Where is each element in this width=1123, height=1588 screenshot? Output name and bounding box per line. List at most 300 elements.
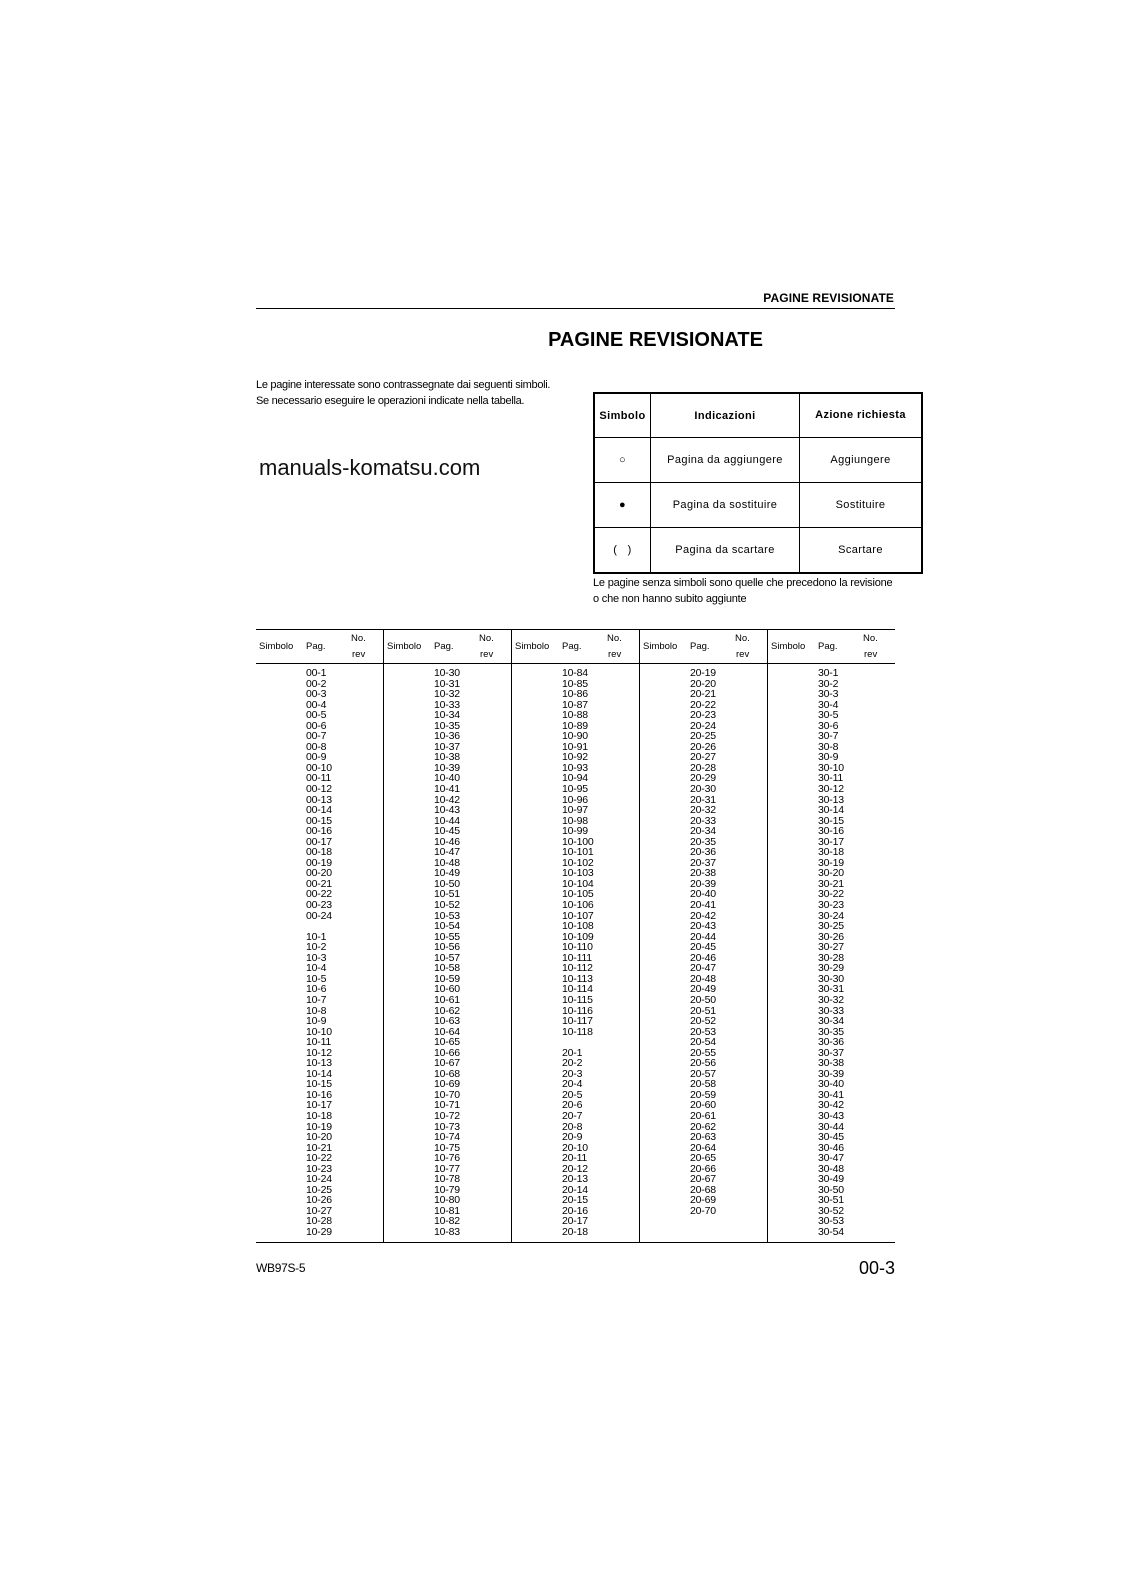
page-entry: 10-114 xyxy=(562,983,593,996)
page-entry: 30-19 xyxy=(818,856,844,869)
page-entry: 10-54 xyxy=(434,920,460,933)
column-header-group xyxy=(640,630,767,663)
page-entry: 10-89 xyxy=(562,719,588,732)
page-entry: 20-52 xyxy=(690,1015,716,1028)
page-entry: 20-20 xyxy=(690,677,716,690)
page-entry: 10-107 xyxy=(562,909,594,922)
header-rev: rev xyxy=(608,649,622,660)
page-entry: 10-3 xyxy=(306,951,327,964)
page-entry: 30-10 xyxy=(818,761,844,774)
page-entry: 10-5 xyxy=(306,972,327,985)
legend-header-action: Azione richiesta xyxy=(800,393,923,438)
page-entry: 00-8 xyxy=(306,740,327,753)
header-page: Pag. xyxy=(818,641,838,652)
page-entry: 10-99 xyxy=(562,825,588,838)
page-entry: 10-82 xyxy=(434,1215,460,1228)
page-column xyxy=(768,668,895,1238)
page-entry: 20-15 xyxy=(562,1194,588,1207)
header-page: Pag. xyxy=(434,641,454,652)
page-entry: 20-35 xyxy=(690,835,716,848)
page-entry: 30-25 xyxy=(818,920,844,933)
page-entry: 20-49 xyxy=(690,983,716,996)
page-entry: 20-8 xyxy=(562,1120,583,1133)
legend-row xyxy=(594,528,922,574)
page-entry: 30-44 xyxy=(818,1120,844,1133)
legend-header-row xyxy=(594,393,922,438)
page-entry: 10-75 xyxy=(434,1141,460,1154)
page-entry: 30-21 xyxy=(818,877,844,890)
page-entry: 10-101 xyxy=(562,846,594,859)
header-symbol: Simbolo xyxy=(771,641,806,652)
legend-header-symbol: Simbolo xyxy=(594,393,651,438)
page-entry: 10-79 xyxy=(434,1183,460,1196)
page-entry: 10-100 xyxy=(562,835,594,848)
page-entry: 00-3 xyxy=(306,688,327,701)
page-entry: 10-34 xyxy=(434,709,460,722)
legend-action: Aggiungere xyxy=(800,438,923,483)
page-entry: 00-19 xyxy=(306,856,332,869)
running-header: PAGINE REVISIONATE xyxy=(763,291,894,305)
page-entry: 20-69 xyxy=(690,1194,716,1207)
page-entry: 10-67 xyxy=(434,1057,460,1070)
page-entry: 10-69 xyxy=(434,1078,460,1091)
page-entry: 20-30 xyxy=(690,783,716,796)
page-entry: 20-5 xyxy=(562,1088,583,1101)
page-entry: 10-14 xyxy=(306,1067,332,1080)
page-entry: 20-1 xyxy=(562,1046,583,1059)
page-entry: 20-65 xyxy=(690,1152,716,1165)
page-entry: 30-20 xyxy=(818,867,844,880)
page-entry: 20-55 xyxy=(690,1046,716,1059)
page-entry: 20-16 xyxy=(562,1204,588,1217)
page-entry: 10-17 xyxy=(306,1099,332,1112)
header-no: No. xyxy=(479,633,494,644)
page-entry: 20-70 xyxy=(690,1204,716,1217)
page-entry: 20-6 xyxy=(562,1099,583,1112)
page-entry: 20-13 xyxy=(562,1173,588,1186)
page-entry: 10-91 xyxy=(562,740,588,753)
page-entry: 00-18 xyxy=(306,846,332,859)
filled-circle-icon: ● xyxy=(594,483,651,528)
page-entry: 10-62 xyxy=(434,1004,460,1017)
page-entry: 00-13 xyxy=(306,793,332,806)
page-entry: 20-68 xyxy=(690,1183,716,1196)
page-entry: 10-9 xyxy=(306,1015,327,1028)
page-entry: 20-29 xyxy=(690,772,716,785)
table-bottom-rule xyxy=(256,1242,895,1243)
page-entry: 30-26 xyxy=(818,930,844,943)
page-entry: 20-61 xyxy=(690,1109,716,1122)
page-entry: 00-23 xyxy=(306,899,332,912)
page-entry: 20-3 xyxy=(562,1067,583,1080)
page-entry: 10-40 xyxy=(434,772,460,785)
page-entry: 30-31 xyxy=(818,983,844,996)
page-entry: 20-40 xyxy=(690,888,716,901)
page-entry: 10-59 xyxy=(434,972,460,985)
column-header-group xyxy=(256,630,383,663)
page-entry: 10-92 xyxy=(562,751,588,764)
page-entry: 00-1 xyxy=(306,667,327,679)
page-entry: 30-14 xyxy=(818,804,844,817)
page-entry: 10-39 xyxy=(434,761,460,774)
page-entry: 20-62 xyxy=(690,1120,716,1133)
page-entry: 20-24 xyxy=(690,719,716,732)
header-no: No. xyxy=(351,633,366,644)
page-entry: 10-38 xyxy=(434,751,460,764)
page-entry: 10-80 xyxy=(434,1194,460,1207)
page-entry: 30-28 xyxy=(818,951,844,964)
page-entry: 10-115 xyxy=(562,993,593,1006)
page-entry: 00-24 xyxy=(306,909,332,922)
header-symbol: Simbolo xyxy=(387,641,422,652)
page-column xyxy=(640,668,767,1216)
header-rev: rev xyxy=(480,649,494,660)
page-entry: 00-5 xyxy=(306,709,327,722)
page-entry: 30-38 xyxy=(818,1057,844,1070)
page-entry: 10-36 xyxy=(434,730,460,743)
page-entry: 10-21 xyxy=(306,1141,332,1154)
page-entry: 20-9 xyxy=(562,1131,583,1144)
page-entry: 20-36 xyxy=(690,846,716,859)
page-entry: 20-53 xyxy=(690,1025,716,1038)
page-entry: 10-105 xyxy=(562,888,594,901)
page-entry: 20-43 xyxy=(690,920,716,933)
page-entry: 10-102 xyxy=(562,856,594,869)
page-entry: 10-29 xyxy=(306,1225,332,1238)
page-entry: 10-61 xyxy=(434,993,460,1006)
page-entry: 10-64 xyxy=(434,1025,460,1038)
page-entry: 30-39 xyxy=(818,1067,844,1080)
page-entry: 30-30 xyxy=(818,972,844,985)
legend-table xyxy=(593,392,923,574)
page-entry: 10-20 xyxy=(306,1131,332,1144)
page-entry: 10-6 xyxy=(306,983,327,996)
page-entry: 10-73 xyxy=(434,1120,460,1133)
page-entry: 30-49 xyxy=(818,1173,844,1186)
page-entry: 00-4 xyxy=(306,698,327,711)
page-entry: 10-81 xyxy=(434,1204,460,1217)
page-entry: 10-113 xyxy=(562,972,593,985)
page-entry: 00-6 xyxy=(306,719,327,732)
page-entry: 30-34 xyxy=(818,1015,844,1028)
page-entry: 20-48 xyxy=(690,972,716,985)
page-column xyxy=(256,668,383,1238)
page-entry: 10-44 xyxy=(434,814,460,827)
page-entry: 20-39 xyxy=(690,877,716,890)
footer-page-number: 00-3 xyxy=(858,1258,895,1278)
page-entry: 00-12 xyxy=(306,783,332,796)
page-entry: 30-6 xyxy=(818,719,839,732)
page-entry: 10-4 xyxy=(306,962,327,975)
page-entry: 10-37 xyxy=(434,740,460,753)
page-entry: 20-34 xyxy=(690,825,716,838)
page-entry: 20-54 xyxy=(690,1036,716,1049)
page-entry: 10-1 xyxy=(306,930,327,943)
page-entry: 10-8 xyxy=(306,1004,327,1017)
page-entry: 00-2 xyxy=(306,677,327,690)
page-entry: 10-68 xyxy=(434,1067,460,1080)
page-entry: 20-57 xyxy=(690,1067,716,1080)
page-entry: 20-18 xyxy=(562,1225,588,1238)
page-entry: 10-19 xyxy=(306,1120,332,1133)
page-entry: 10-78 xyxy=(434,1173,460,1186)
page-entry: 30-42 xyxy=(818,1099,844,1112)
column-header-group xyxy=(512,630,639,663)
page-entry: 10-13 xyxy=(306,1057,332,1070)
page-entry: 10-85 xyxy=(562,677,588,690)
page-entry: 30-32 xyxy=(818,993,844,1006)
page-entry: 30-22 xyxy=(818,888,844,901)
page-entry: 10-70 xyxy=(434,1088,460,1101)
page-entry: 10-2 xyxy=(306,941,327,954)
legend-action: Sostituire xyxy=(800,483,923,528)
page-entry: 20-17 xyxy=(562,1215,588,1228)
page-entry: 10-28 xyxy=(306,1215,332,1228)
page-entry: 20-4 xyxy=(562,1078,583,1091)
page-entry: 10-52 xyxy=(434,899,460,912)
page-entry: 20-41 xyxy=(690,899,716,912)
page-entry: 30-50 xyxy=(818,1183,844,1196)
page-entry: 10-74 xyxy=(434,1131,460,1144)
legend-indication: Pagina da scartare xyxy=(651,528,800,574)
page-entry: 30-33 xyxy=(818,1004,844,1017)
page-entry: 10-71 xyxy=(434,1099,460,1112)
page-entry: 30-15 xyxy=(818,814,844,827)
header-no: No. xyxy=(607,633,622,644)
page-entry: 10-12 xyxy=(306,1046,332,1059)
page-entry: 10-41 xyxy=(434,783,460,796)
page-title: PAGINE REVISIONATE xyxy=(548,329,763,351)
page-entry: 20-7 xyxy=(562,1109,583,1122)
page-entry: 30-3 xyxy=(818,688,839,701)
page-entry: 20-47 xyxy=(690,962,716,975)
page-entry: 10-35 xyxy=(434,719,460,732)
page-entry: 30-45 xyxy=(818,1131,844,1144)
page-entry: 10-76 xyxy=(434,1152,460,1165)
page-entry: 10-47 xyxy=(434,846,460,859)
page-entry: 10-88 xyxy=(562,709,588,722)
page-entry: 30-7 xyxy=(818,730,839,743)
header-rev: rev xyxy=(864,649,878,660)
page-entry: 20-27 xyxy=(690,751,716,764)
page-entry: 20-32 xyxy=(690,804,716,817)
header-page: Pag. xyxy=(306,641,326,652)
page-entry: 10-97 xyxy=(562,804,588,817)
page-entry: 30-40 xyxy=(818,1078,844,1091)
page-entry: 10-45 xyxy=(434,825,460,838)
page-entry: 20-51 xyxy=(690,1004,716,1017)
legend-indication: Pagina da sostituire xyxy=(651,483,800,528)
legend-indication: Pagina da aggiungere xyxy=(651,438,800,483)
page-entry: 10-110 xyxy=(562,941,593,954)
page-entry: 20-11 xyxy=(562,1152,588,1165)
header-rule xyxy=(256,308,895,309)
page-entry: 30-37 xyxy=(818,1046,844,1059)
open-circle-icon: ○ xyxy=(594,438,651,483)
page-entry: 10-77 xyxy=(434,1162,460,1175)
page-entry: 30-11 xyxy=(818,772,844,785)
header-rev: rev xyxy=(736,649,750,660)
page-entry: 10-109 xyxy=(562,930,594,943)
page-entry: 10-98 xyxy=(562,814,588,827)
page-entry: 30-8 xyxy=(818,740,839,753)
page-entry: 20-66 xyxy=(690,1162,716,1175)
page-entry: 10-46 xyxy=(434,835,460,848)
page-entry: 20-44 xyxy=(690,930,716,943)
page-entry: 10-22 xyxy=(306,1152,332,1165)
page-entry: 20-50 xyxy=(690,993,716,1006)
page-entry: 30-17 xyxy=(818,835,844,848)
page-entry: 10-84 xyxy=(562,667,588,679)
header-symbol: Simbolo xyxy=(259,641,294,652)
page-entry: 00-7 xyxy=(306,730,327,743)
page-entry: 10-63 xyxy=(434,1015,460,1028)
page-entry: 20-64 xyxy=(690,1141,716,1154)
page-entry: 10-116 xyxy=(562,1004,593,1017)
page-entry: 10-118 xyxy=(562,1025,593,1038)
page-entry: 30-18 xyxy=(818,846,844,859)
page-entry: 30-46 xyxy=(818,1141,844,1154)
page-entry: 20-10 xyxy=(562,1141,588,1154)
page-entry: 10-11 xyxy=(306,1036,332,1049)
page-entry: 10-49 xyxy=(434,867,460,880)
page-entry: 30-27 xyxy=(818,941,844,954)
header-page: Pag. xyxy=(562,641,582,652)
page-entry: 10-72 xyxy=(434,1109,460,1122)
page-entry: 10-53 xyxy=(434,909,460,922)
page-entry: 20-59 xyxy=(690,1088,716,1101)
legend-row xyxy=(594,483,922,528)
page-entry: 10-117 xyxy=(562,1015,593,1028)
header-no: No. xyxy=(863,633,878,644)
page-entry: 10-16 xyxy=(306,1088,332,1101)
page-entry: 30-12 xyxy=(818,783,844,796)
page-entry: 00-11 xyxy=(306,772,332,785)
page-entry: 10-103 xyxy=(562,867,594,880)
page-entry: 20-19 xyxy=(690,667,716,679)
page-entry: 10-7 xyxy=(306,993,327,1006)
page-entry: 10-15 xyxy=(306,1078,332,1091)
page-entry: 20-21 xyxy=(690,688,716,701)
header-symbol: Simbolo xyxy=(643,641,678,652)
page-entry: 10-58 xyxy=(434,962,460,975)
legend-header-indication: Indicazioni xyxy=(651,393,800,438)
page-entry: 00-15 xyxy=(306,814,332,827)
page-entry: 30-54 xyxy=(818,1225,844,1238)
page-entry: 20-26 xyxy=(690,740,716,753)
watermark-text: manuals-komatsu.com xyxy=(259,455,481,480)
page-entry: 30-1 xyxy=(818,667,839,679)
page-entry: 20-58 xyxy=(690,1078,716,1091)
page-entry: 10-18 xyxy=(306,1109,332,1122)
page-entry: 30-47 xyxy=(818,1152,844,1165)
page-entry: 20-60 xyxy=(690,1099,716,1112)
page-entry: 10-42 xyxy=(434,793,460,806)
page-entry: 20-12 xyxy=(562,1162,588,1175)
page-entry: 20-23 xyxy=(690,709,716,722)
page-entry: 30-36 xyxy=(818,1036,844,1049)
header-no: No. xyxy=(735,633,750,644)
page-entry: 10-48 xyxy=(434,856,460,869)
page-entry: 30-51 xyxy=(818,1194,844,1207)
page-entry: 10-25 xyxy=(306,1183,332,1196)
page-entry: 10-33 xyxy=(434,698,460,711)
page-entry: 30-2 xyxy=(818,677,839,690)
page-entry: 30-5 xyxy=(818,709,839,722)
page-entry: 10-57 xyxy=(434,951,460,964)
page-entry: 30-9 xyxy=(818,751,839,764)
page-entry: 00-16 xyxy=(306,825,332,838)
page-entry: 10-96 xyxy=(562,793,588,806)
page-entry: 30-16 xyxy=(818,825,844,838)
page-entry: 20-37 xyxy=(690,856,716,869)
page-entry: 10-94 xyxy=(562,772,588,785)
page-entry: 10-55 xyxy=(434,930,460,943)
page-entry: 10-26 xyxy=(306,1194,332,1207)
page-entry: 10-60 xyxy=(434,983,460,996)
intro-text: Le pagine interessate sono contrassegnate dai seguenti simboli. Se necessario eseguire le operazioni indicate nella tabella. xyxy=(256,379,551,407)
page-entry: 10-66 xyxy=(434,1046,460,1059)
page-entry: 00-21 xyxy=(306,877,332,890)
legend-note: Le pagine senza simboli sono quelle che precedono la revisione o che non hanno subito aggiunte xyxy=(593,577,893,605)
page-entry: 10-65 xyxy=(434,1036,460,1049)
page-entry: 30-48 xyxy=(818,1162,844,1175)
page-entry: 10-106 xyxy=(562,899,594,912)
page-entry: 10-93 xyxy=(562,761,588,774)
page-entry: 00-9 xyxy=(306,751,327,764)
page-entry: 10-83 xyxy=(434,1225,460,1238)
page-entry: 20-46 xyxy=(690,951,716,964)
page-entry: 20-63 xyxy=(690,1131,716,1144)
page-entry: 10-50 xyxy=(434,877,460,890)
footer-model: WB97S-5 xyxy=(256,1261,306,1275)
page-entry: 00-22 xyxy=(306,888,332,901)
page-entry: 20-28 xyxy=(690,761,716,774)
page-entry: 20-56 xyxy=(690,1057,716,1070)
page-entry: 10-24 xyxy=(306,1173,332,1186)
page-entry: 20-22 xyxy=(690,698,716,711)
page-entry: 10-30 xyxy=(434,667,460,679)
page-entry: 10-27 xyxy=(306,1204,332,1217)
parentheses-icon: ( ) xyxy=(594,528,651,574)
page-entry: 10-112 xyxy=(562,962,593,975)
column-header-group xyxy=(384,630,511,663)
column-header-group xyxy=(768,630,895,663)
page-entry: 10-104 xyxy=(562,877,594,890)
page-entry: 30-53 xyxy=(818,1215,844,1228)
page-entry: 00-17 xyxy=(306,835,332,848)
page-entry: 20-45 xyxy=(690,941,716,954)
page-entry: 10-32 xyxy=(434,688,460,701)
page-entry: 10-87 xyxy=(562,698,588,711)
page-entry: 30-24 xyxy=(818,909,844,922)
page-column xyxy=(512,668,639,1238)
page-entry: 10-111 xyxy=(562,951,592,964)
page-entry: 00-20 xyxy=(306,867,332,880)
header-symbol: Simbolo xyxy=(515,641,550,652)
page-entry: 20-67 xyxy=(690,1173,716,1186)
header-rev: rev xyxy=(352,649,366,660)
page-entry: 30-4 xyxy=(818,698,839,711)
page-entry: 00-10 xyxy=(306,761,332,774)
page-entry: 30-23 xyxy=(818,899,844,912)
page-entry: 00-14 xyxy=(306,804,332,817)
page-entry: 20-25 xyxy=(690,730,716,743)
page-entry: 20-14 xyxy=(562,1183,588,1196)
page-entry: 20-38 xyxy=(690,867,716,880)
header-page: Pag. xyxy=(690,641,710,652)
page-entry: 20-31 xyxy=(690,793,716,806)
